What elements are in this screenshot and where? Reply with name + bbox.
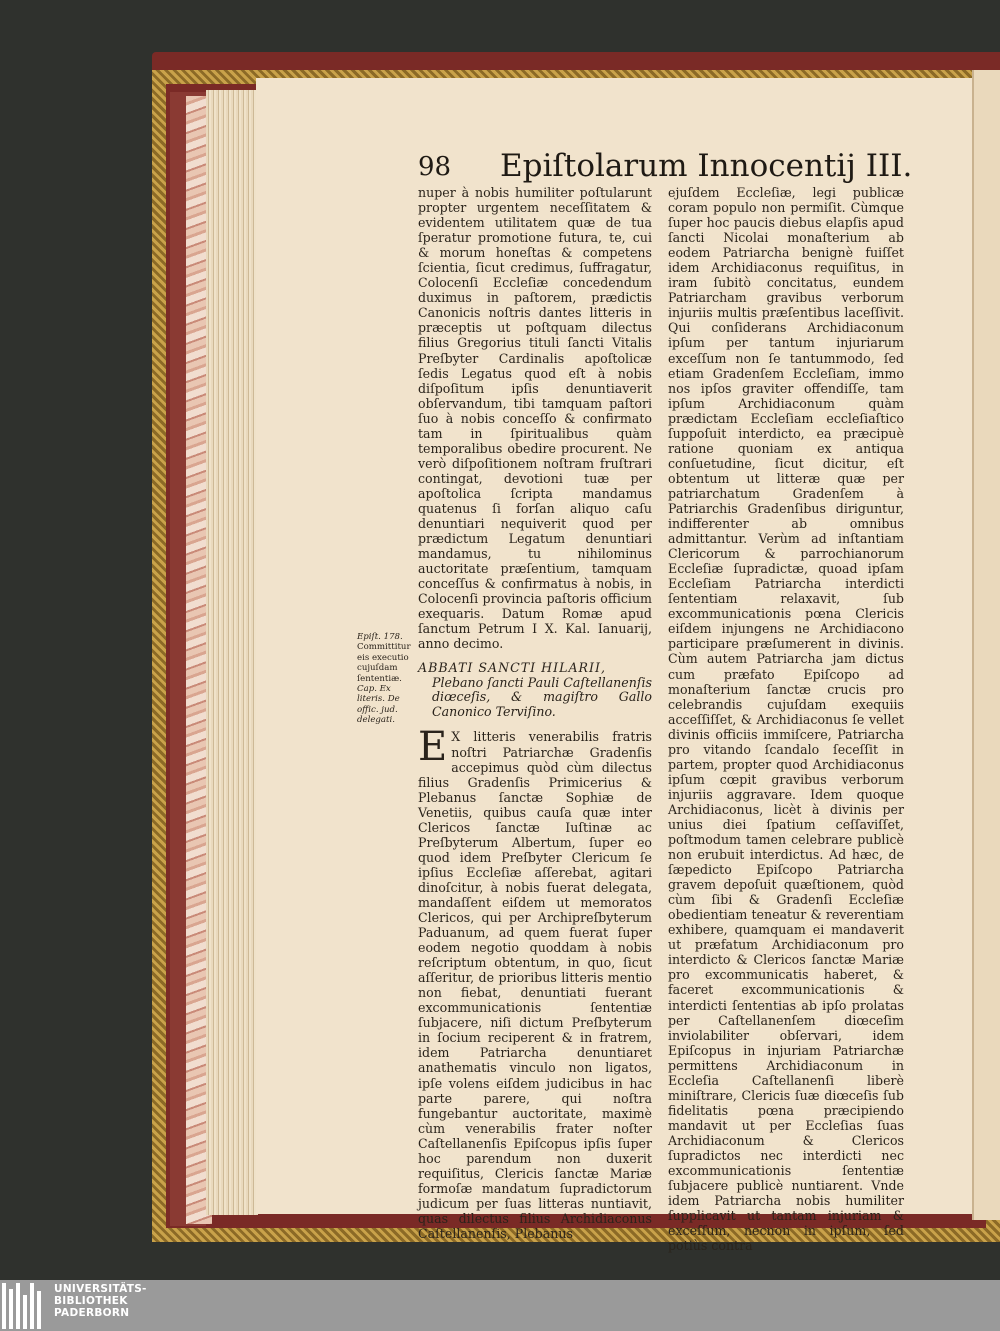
paragraph-text: X litteris venerabilis fratris noſtri Patriarchæ Gradenſis accepimus quòd cùm dilectus filius Gradenſis Primicerius & Plebanus ſanctæ Sophiæ de Venetiis, quibus cauſa quæ inter Clericos ſanctæ Iuſtinæ ac Preſbyterum Albertum, ſuper eo quod idem Preſbyter Clericum ſe ipſius Eccleſiæ aſſerebat, agitari dinoſcitur, à nobis fuerat delegata, mandaſſent eiſdem ut memoratos Clericos, qui per Archipreſbyterum Paduanum, ad quem fuerat ſuper eodem negotio quoddam à nobis reſcriptum obtentum, in quo, ſicut aſſeritur, de prioribus litteris mentio non fiebat, denuntiati fuerant excommunicationis ſententiæ ſubjacere, niſi dictum Preſbyterum in ſocium reciperent & in fratrem, idem Patriarcha denuntiaret anathematis vinculo non ligatos, ipſe volens eiſdem judicibus in hac parte parere, qui noſtra fungebantur auctoritate, maximè cùm venerabilis frater noſter Caſtellanenſis Epiſcopus ipſis ſuper hoc parendum non duxerit requiſitus, Clericis ſanctæ Mariæ formoſæ mandatum ſupradictorum judicum per ſuas litteras nuntiavit, quas dilectus filius Archidiaconus Caſtellanenſis, Plebanus — [418, 729, 652, 1241]
address-recipient: ABBATI SANCTI HILARII, — [418, 660, 606, 676]
right-column — [668, 185, 904, 1253]
address-details: Plebano ſancti Pauli Caſtellanenſis diœceſis, & magiſtro Gallo Canonico Terviſino. — [432, 674, 652, 719]
library-logo-icon — [2, 1283, 48, 1329]
library-logo-text: UNIVERSITÄTS- BIBLIOTHEK PADERBORN — [54, 1283, 147, 1319]
page-edges — [206, 90, 258, 1215]
page-number: 98 — [418, 152, 452, 182]
paragraph: ejuſdem Eccleſiæ, legi publicæ coram populo non permiſit. Cùmque ſuper hoc paucis diebus elapſis apud ſancti Nicolai monaſterium ab eodem Patriarcha benignè fuiſſet idem Archidiaconus requiſitus, in iram ſubitò concitatus, eundem Patriarcham gravibus verborum injuriis multis præſentibus laceſſivit. Qui conſiderans Archidiaconum ipſum per tantum injuriarum exceſſum non ſe tantummodo, ſed etiam Gradenſem Eccleſiam, immo nos ipſos graviter offendiſſe, tam ipſum Archidiaconum quàm prædictam Eccleſiam eccleſiaſtico ſuppoſuit interdicto, ea præcipuè ratione quoniam ex antiqua conſuetudine, ſicut dicitur, eſt obtentum ut litteræ quæ per patriarchatum Gradenſem à Patriarchis Gradenſibus diriguntur, indifferenter ab omnibus admittantur. Verùm ad inſtantiam Clericorum & parrochianorum Eccleſiæ ſupradictæ, quoad ipſam Eccleſiam Patriarcha interdicti ſententiam relaxavit, ſub excommunicationis pœna Clericis eiſdem injungens ne Archidiacono participare præſumerent in divinis. Cùm autem Patriarcha jam dictus cum præfato Epiſcopo ad monaſterium ſanctæ crucis pro celebrandis cujuſdam exequiis acceſſiſſet, & Archidiaconus ſe vellet divinis officiis immiſcere, Patriarcha pro vitando ſcandalo ſeceſſit in partem, propter quod Archidiaconus ipſum cœpit gravibus verborum injuriis aggravare. Idem quoque Archidiaconus, licèt à divinis per unius diei ſpatium ceſſaviſſet, poſtmodum tamen celebrare publicè non erubuit interdictus. Ad hæc, de ſæpedicto Epiſcopo Patriarcha gravem depoſuit quæſtionem, quòd cùm ſibi & Gradenſi Eccleſiæ obedientiam teneatur & reverentiam exhibere, quamquam ei mandaverit ut præfatum Archidiaconum pro interdicto & Clericos ſanctæ Mariæ pro excommunicatis haberet, & faceret excommunicationis & interdicti ſententias ab ipſo prolatas per Caſtellanenſem diœceſim inviolabiliter obſervari, idem Epiſcopus in injuriam Patriarchæ permittens Archidiaconum in Eccleſia Caſtellanenſi liberè miniſtrare, Clericis ſuæ diœceſis ſub fidelitatis pœna præcipiendo mandavit ut per Eccleſias ſuas Archidiaconum & Clericos ſupradictos nec interdicti nec excommunicationis ſententiæ ſubjacere publicè nuntiarent. Vnde idem Patriarcha nobis humiliter ſupplicavit ut tantam injuriam & exceſſum, necnon in ipſum, ſed potiùs contra — [668, 185, 904, 1254]
running-head: Epiſtolarum Innocentij III. — [500, 148, 913, 184]
paragraph — [418, 724, 652, 1241]
drop-cap: E — [418, 724, 448, 771]
margin-note-epistle: Epiſt. 178. — [357, 632, 403, 642]
facing-page-edge — [972, 70, 1000, 1220]
margin-note-reference: Cap. Ex literis. De offic. jud. delegati. — [357, 684, 400, 726]
margin-note-summary: Committitur eis executio cujuſdam ſententiæ. — [357, 642, 411, 684]
footer-bar — [0, 1280, 1000, 1331]
page-header — [418, 148, 913, 186]
paragraph: nuper à nobis humiliter poſtularunt propter urgentem neceſſitatem & evidentem utilitatem quæ de tua ſperatur promotione futura, te, cui & morum honeſtas & competens ſcientia, ſicut credimus, ſuffragatur, Colocenſi Eccleſiæ concedendum duximus in paſtorem, prædictis Canonicis noſtris dantes litteris in præceptis ut poſtquam dilectus filius Gregorius tituli ſancti Vitalis Preſbyter Cardinalis apoſtolicæ ſedis Legatus quod eſt à nobis diſpoſitum ipſis denuntiaverit obſervandum, tibi tamquam paſtori ſuo à nobis conceſſo & confirmato tam in ſpiritualibus quàm temporalibus obedire procurent. Ne verò diſpoſitionem noſtram fruſtrari contingat, devotioni tuæ per apoſtolica ſcripta mandamus quatenus ſi forſan aliquo caſu denuntiari nequiverit quod per prædictum Legatum denuntiari mandamus, tu nihilominus auctoritate præſentium, tamquam conceſſus & confirmatus à nobis, in Colocenſi provincia paſtoris officium exequaris. Datum Romæ apud ſanctum Petrum I X. Kal. Ianuarij, anno decimo. — [418, 185, 652, 652]
left-column — [418, 185, 652, 1241]
letter-address — [418, 661, 652, 719]
margin-note — [357, 632, 419, 726]
